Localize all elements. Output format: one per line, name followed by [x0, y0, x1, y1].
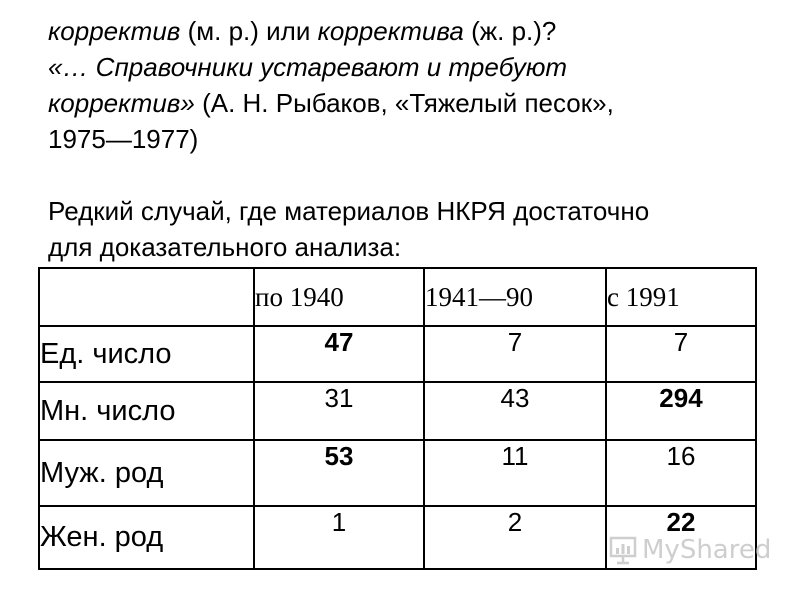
cell-value: 7	[424, 326, 606, 382]
intro-term-masc: корректив	[48, 16, 181, 46]
row-label-plural: Мн. число	[39, 382, 254, 440]
note-line-2: для доказательного анализа:	[48, 232, 402, 262]
quote-source: (А. Н. Рыбаков, «Тяжелый песок»,	[194, 88, 614, 118]
row-label-singular: Ед. число	[39, 326, 254, 382]
intro-text	[48, 13, 768, 265]
cell-value: 53	[254, 440, 424, 506]
cell-value: 16	[606, 440, 756, 506]
table-header-row	[39, 268, 756, 326]
cell-value: 7	[606, 326, 756, 382]
intro-term-fem: корректива	[317, 16, 464, 46]
quote-years: 1975—1977)	[48, 124, 199, 154]
quote-line-1: «… Справочники устаревают и требуют	[48, 52, 568, 82]
cell-value: 47	[254, 326, 424, 382]
intro-gender-fem: (ж. р.)?	[463, 16, 557, 46]
cell-value: 2	[424, 506, 606, 569]
frequency-table	[38, 267, 757, 570]
header-period-3: с 1991	[606, 268, 756, 326]
intro-line-1	[48, 13, 768, 49]
quote-line-2	[48, 85, 768, 121]
row-label-masculine: Муж. род	[39, 440, 254, 506]
intro-gender-masc: (м. р.) или	[180, 16, 318, 46]
table-row	[39, 382, 756, 440]
watermark-text: MyShared	[642, 535, 772, 565]
cell-value: 31	[254, 382, 424, 440]
table-row	[39, 326, 756, 382]
table-row	[39, 440, 756, 506]
table-corner-cell	[39, 268, 254, 326]
note-line-1: Редкий случай, где материалов НКРЯ достаточно	[48, 196, 650, 226]
quote-term: корректив»	[48, 88, 195, 118]
header-period-2: 1941—90	[424, 268, 606, 326]
header-period-1: по 1940	[254, 268, 424, 326]
row-label-feminine: Жен. род	[39, 506, 254, 569]
spacer	[48, 157, 768, 193]
cell-value: 22	[606, 506, 756, 569]
cell-value: 43	[424, 382, 606, 440]
cell-value: 1	[254, 506, 424, 569]
cell-value: 294	[606, 382, 756, 440]
cell-value: 11	[424, 440, 606, 506]
table-row	[39, 506, 756, 569]
